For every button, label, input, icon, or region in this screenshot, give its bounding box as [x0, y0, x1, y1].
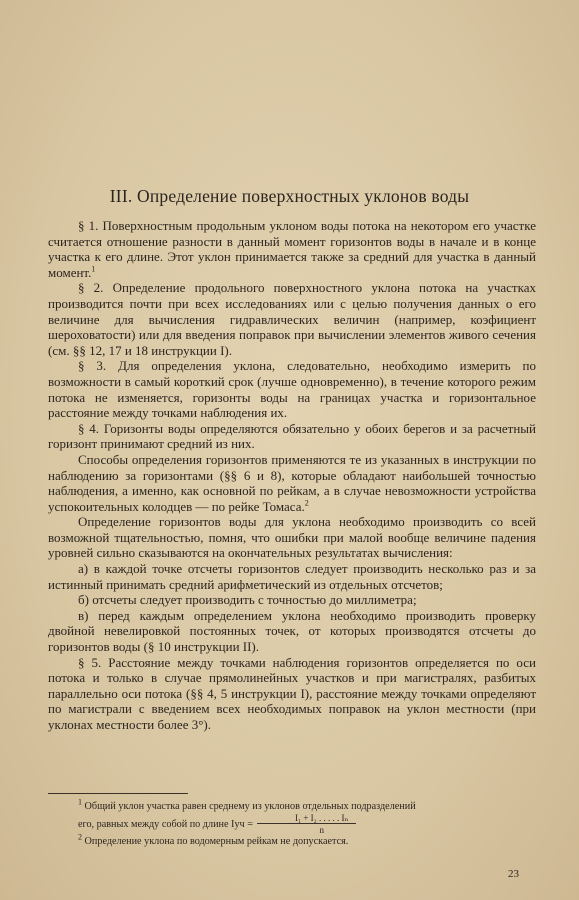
paragraph-1 — [48, 218, 536, 280]
paragraph-1-text: § 1. Поверхностным продольным уклоном воды потока на некотором его участке считается отношение разности в данный момент горизонтов воды в начале и в конце участка к его длине. Этот уклон принимается также за средний для участка в данный момент. — [48, 218, 536, 280]
footnote-1 — [48, 797, 536, 813]
paragraph-5-text: Способы определения горизонтов применяются те из указанных в инструкции по наблюдению за горизонтами (§§ 6 и 8), которые обладают наибольшей точностью наблюдения, а именно, как основной по рейкам, а в случае невозможности устройства успокоительных колодцев — по рейке Томаса. — [48, 451, 536, 514]
footnotes — [48, 797, 536, 848]
paragraph-6: Определение горизонтов воды для уклона необходимо производить со всей возможной тщательностью, помня, что ошибки при малой вообще величине падения уровней сильно сказываются на окончательных результатах вычисления: — [48, 514, 536, 561]
section-heading: III. Определение поверхностных уклонов воды — [109, 186, 470, 206]
fraction-numerator: I₁ + I₂ . . . . . Iₙ — [257, 813, 357, 824]
footnote-ref-1: 1 — [91, 264, 96, 274]
footnote-1-mark: 1 — [78, 797, 82, 807]
paragraph-5 — [48, 452, 536, 514]
footnote-1-formula-line — [48, 813, 536, 835]
footnote-2-mark: 2 — [78, 832, 82, 842]
footnote-ref-2: 2 — [304, 498, 309, 508]
footnote-divider — [48, 793, 188, 794]
page-number: 23 — [508, 868, 519, 880]
footnote-2 — [48, 832, 536, 848]
list-item-a: а) в каждой точке отсчеты горизонтов следует производить несколько раз и за истинный принимать средний арифметический из отдельных отсчетов; — [48, 561, 536, 592]
paragraph-5-section: § 5. Расстояние между точками наблюдения горизонтов определяется по оси потока и только в случае прямолинейных участков и при магистралях, разбитых параллельно оси потока (§§ 4, 5 инструкции I), расстояние между точками определяют по магистрали с введением всех необходимых поправок на уклон местности (при уклонах местности более 3°). — [48, 654, 536, 732]
footnote-1-text: Общий уклон участка равен среднему из уклонов отдельных подразделений — [84, 801, 416, 812]
footnote-2-text: Определение уклона по водомерным рейкам не допускается. — [84, 836, 349, 847]
body-text — [48, 218, 536, 733]
paragraph-3: § 3. Для определения уклона, следовательно, необходимо измерить по возможности в самый короткий срок (лучше одновременно), в течение которого режим потока не изменяется, горизонты воды на границах участка и горизонтальное расстояние между точками наблюдения их. — [48, 358, 536, 421]
list-item-b: б) отсчеты следует производить с точностью до миллиметра; — [78, 592, 417, 608]
fraction-denominator: n — [319, 825, 324, 835]
footnote-1-formula-lead: его, равных между собой по длине Iуч = — [78, 818, 253, 830]
slope-fraction — [257, 813, 357, 835]
paragraph-2: § 2. Определение продольного поверхностного уклона потока на участках производится почти при всех исследованиях или с целью получения данных о его величине для вычисления гидравлических величин (например, коэфициент шероховатости) или для введения поправок при вычислении элементов живого сечения (см. §§ 12, 17 и 18 инструкции I). — [48, 280, 536, 358]
list-item-c: в) перед каждым определением уклона необходимо производить проверку двойной невелировкой постоянных точек, от которых производятся отсчеты до горизонтов воды (§ 10 инструкции II). — [48, 607, 536, 655]
paragraph-4: § 4. Горизонты воды определяются обязательно у обоих берегов и за расчетный горизонт принимают средний из них. — [48, 420, 536, 452]
